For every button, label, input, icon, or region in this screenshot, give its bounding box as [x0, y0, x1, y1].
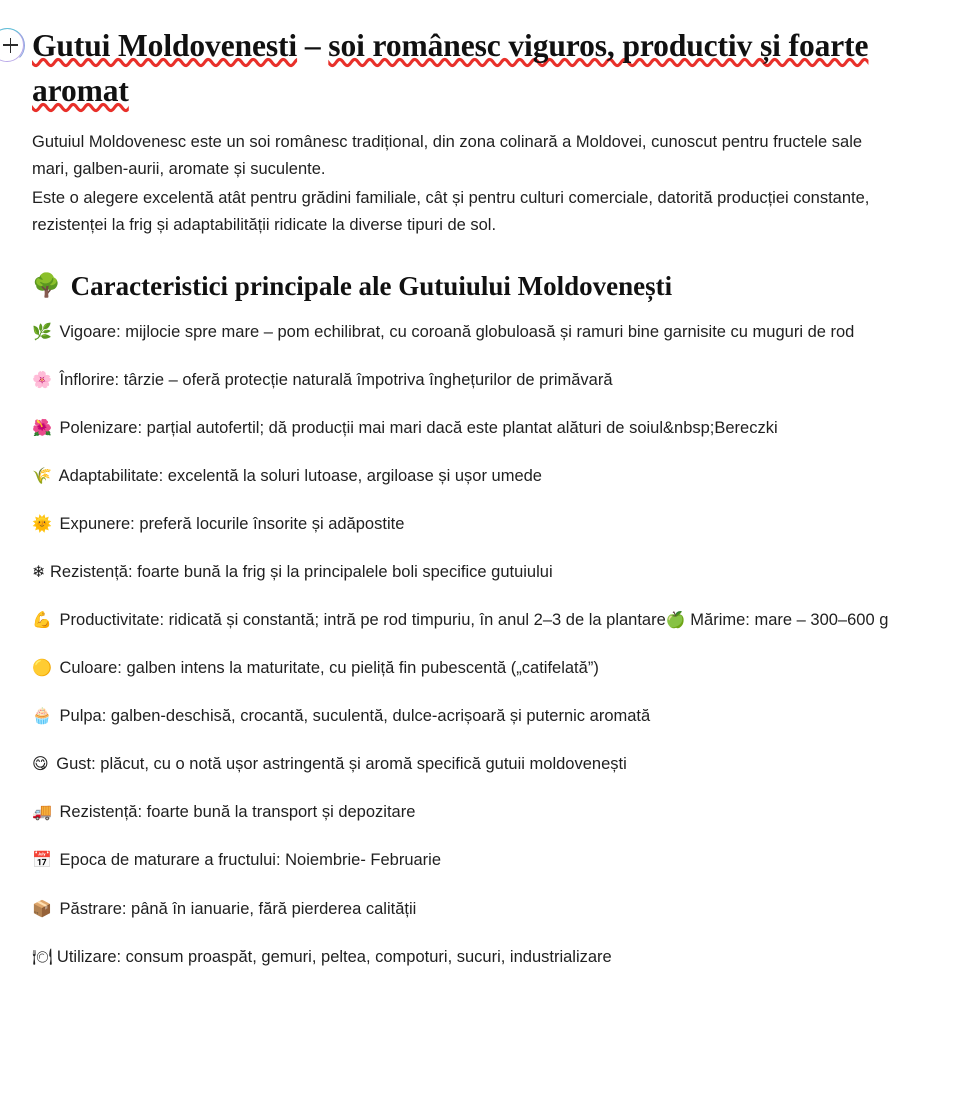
- list-item-label: Păstrare: până în ianuarie, fără pierderea calității: [59, 899, 417, 918]
- tree-emoji: 🌳: [32, 273, 61, 300]
- list-item[interactable]: [32, 799, 896, 825]
- sun-with-face-emoji: 🌞: [32, 514, 52, 533]
- list-item-label: Pulpa: galben-deschisă, crocantă, suculentă, dulce-acrișoară și puternic aromată: [59, 707, 651, 726]
- list-item-label: Adaptabilitate: excelentă la soluri lutoase, argiloase și ușor umede: [58, 466, 542, 485]
- cherry-blossom-emoji: 🌸: [32, 369, 52, 389]
- features-list: [32, 319, 896, 970]
- list-item-label: Vigoare: mijlocie spre mare – pom echilibrat, cu coroană globuloasă și ramuri bine garnisite cu muguri de rod: [59, 322, 855, 341]
- intro-paragraphs: [32, 129, 896, 238]
- intro-paragraph-2[interactable]: Este o alegere excelentă atât pentru grădini familiale, cât și pentru culturi comerciale, datorită producției constante, rezistenței la frig și adaptabilității ridicate la diverse tipuri de sol.: [32, 188, 870, 234]
- list-item-label: Gust: plăcut, cu o notă ușor astringentă și aromă specifică gutuii moldovenești: [56, 755, 627, 774]
- section-heading[interactable]: [32, 268, 896, 304]
- herb-emoji: 🌿: [32, 321, 52, 341]
- list-item[interactable]: [32, 415, 896, 441]
- list-item-label: Expunere: preferă locurile însorite și adăpostite: [59, 515, 405, 533]
- list-item-label: Rezistență: foarte bună la transport și depozitare: [59, 803, 416, 822]
- list-item-label: Productivitate: ridicată și constantă; intră pe rod timpuriu, în anul 2–3 de la plantare: [59, 611, 666, 630]
- fork-knife-plate-emoji: 🍽: [32, 946, 53, 966]
- page-title-part-1: Gutui Moldovenesti: [32, 28, 298, 63]
- list-item-label: Înflorire: târzie – oferă protecție naturală împotriva înghețurilor de primăvară: [59, 370, 613, 389]
- list-item[interactable]: [32, 511, 896, 537]
- hibiscus-emoji: 🌺: [32, 417, 52, 437]
- green-apple-emoji: 🍏: [665, 610, 686, 630]
- delivery-truck-emoji: 🚚: [32, 802, 52, 822]
- section-heading-label: Caracteristici principale ale Gutuiului Moldovenești: [70, 271, 673, 302]
- list-item[interactable]: [32, 703, 896, 729]
- list-item-label: Rezistență: foarte bună la frig și la principalele boli specifice gutuiului: [50, 563, 553, 582]
- list-item-label: Culoare: galben intens la maturitate, cu pieliță fin pubescentă („catifelată”): [59, 659, 599, 678]
- calendar-emoji: 📅: [32, 850, 52, 870]
- flexed-biceps-emoji: 💪: [32, 610, 52, 630]
- list-item[interactable]: [32, 559, 896, 585]
- list-item-label: Polenizare: parțial autofertil; dă producții mai mari dacă este plantat alături de soiul&nbsp;Bereczki: [59, 418, 778, 437]
- page-title[interactable]: [32, 24, 872, 113]
- package-emoji: 📦: [32, 898, 52, 918]
- list-item[interactable]: [32, 463, 896, 489]
- cupcake-emoji: 🧁: [32, 706, 52, 726]
- list-item[interactable]: [32, 896, 896, 922]
- list-item-label-secondary: Mărime: mare – 300–600 g: [685, 611, 889, 630]
- list-item-label: Epoca de maturare a fructului: Noiembrie- Februarie: [59, 851, 442, 870]
- list-item[interactable]: [32, 367, 896, 393]
- page-title-part-2: soi românesc viguros, productiv și foarte aromat: [32, 28, 869, 108]
- face-savoring-food-emoji: 😋: [32, 754, 49, 774]
- snowflake-emoji: ❄: [32, 562, 46, 582]
- list-item-label: Utilizare: consum proaspăt, gemuri, peltea, compoturi, sucuri, industrializare: [56, 947, 612, 966]
- sheaf-of-rice-emoji: 🌾: [32, 465, 52, 485]
- list-item[interactable]: [32, 847, 896, 873]
- list-item[interactable]: [32, 319, 896, 345]
- plus-icon: [3, 38, 18, 53]
- list-item[interactable]: [32, 655, 896, 681]
- list-item[interactable]: [32, 607, 896, 633]
- intro-paragraph-1[interactable]: Gutuiul Moldovenesc este un soi românesc tradițional, din zona colinară a Moldovei, cunoscut pentru fructele sale mari, galben-aurii, aromate și suculente.: [32, 133, 863, 179]
- page-title-dash: –: [297, 28, 329, 63]
- list-item[interactable]: [32, 944, 896, 970]
- list-item[interactable]: [32, 751, 896, 777]
- yellow-circle-emoji: 🟡: [32, 658, 52, 678]
